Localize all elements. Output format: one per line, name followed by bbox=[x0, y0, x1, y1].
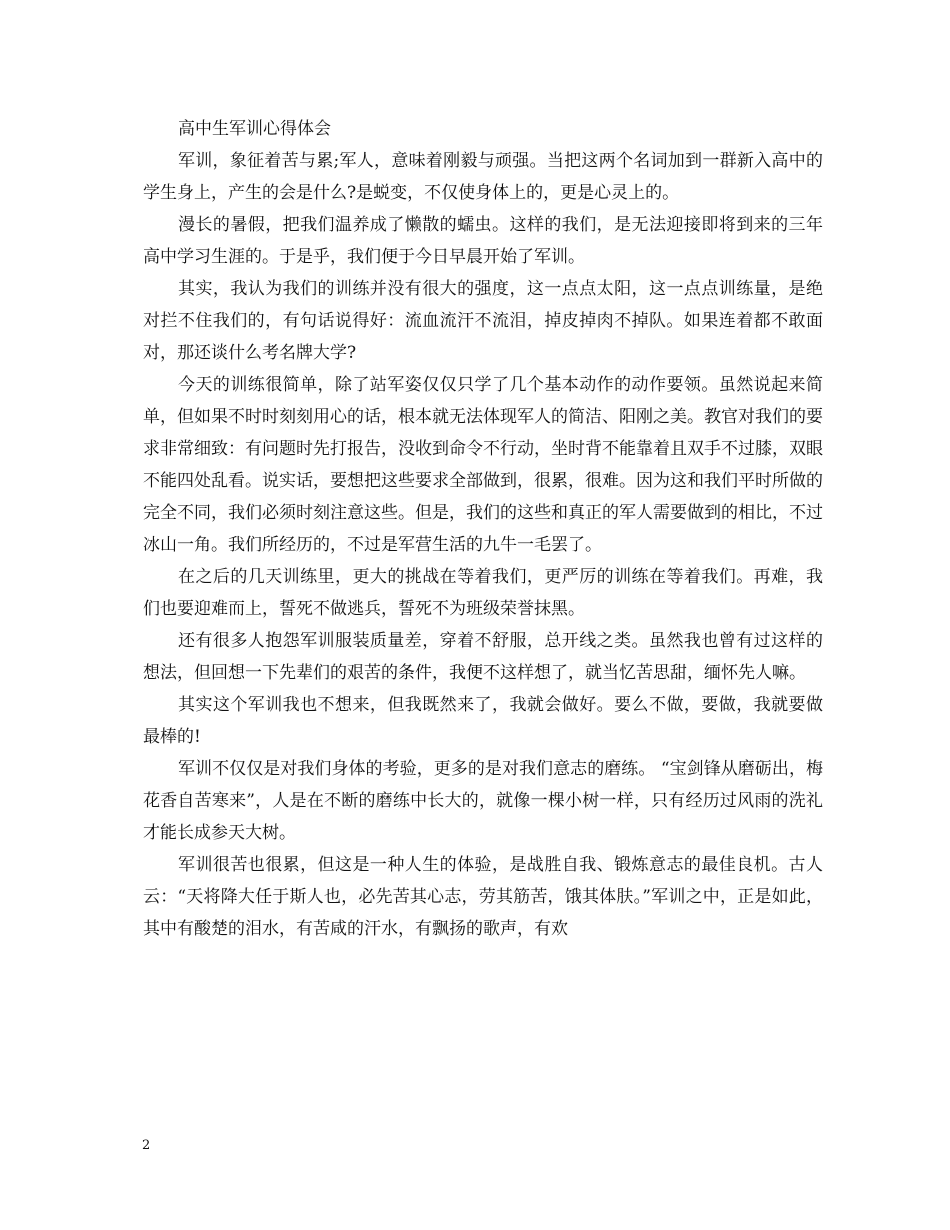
paragraph-3: 其实，我认为我们的训练并没有很大的强度，这一点点太阳，这一点点训练量，是绝对拦不住我们的，有句话说得好：流血流汗不流泪，掉皮掉肉不掉队。如果连着都不敢面对，那还谈什么考名牌大学? bbox=[143, 279, 823, 363]
paragraph-2: 漫长的暑假，把我们温养成了懒散的蠕虫。这样的我们，是无法迎接即将到来的三年高中学习生涯的。于是乎，我们便于今日早晨开始了军训。 bbox=[143, 215, 823, 267]
paragraph-8: 军训不仅仅是对我们身体的考验，更多的是对我们意志的磨练。 “宝剑锋从磨砺出，梅花香自苦寒来”，人是在不断的磨练中长大的，就像一棵小树一样，只有经历过风雨的洗礼才能长成参天大树。 bbox=[143, 759, 823, 843]
paragraph-5: 在之后的几天训练里，更大的挑战在等着我们，更严厉的训练在等着我们。再难，我们也要迎难而上，誓死不做逃兵，誓死不为班级荣誉抹黑。 bbox=[143, 567, 823, 619]
page-number: 2 bbox=[142, 1138, 151, 1153]
document-body bbox=[143, 113, 823, 945]
paragraph-1: 军训，象征着苦与累;军人，意味着刚毅与顽强。当把这两个名词加到一群新入高中的学生身上，产生的会是什么?是蜕变，不仅使身体上的，更是心灵上的。 bbox=[143, 151, 823, 203]
paragraph-7: 其实这个军训我也不想来，但我既然来了，我就会做好。要么不做，要做，我就要做最棒的! bbox=[143, 695, 823, 747]
paragraph-6: 还有很多人抱怨军训服装质量差，穿着不舒服，总开线之类。虽然我也曾有过这样的想法，但回想一下先辈们的艰苦的条件，我便不这样想了，就当忆苦思甜，缅怀先人嘛。 bbox=[143, 631, 823, 683]
document-title: 高中生军训心得体会 bbox=[178, 119, 331, 139]
paragraph-4: 今天的训练很简单，除了站军姿仅仅只学了几个基本动作的动作要领。虽然说起来简单，但如果不时时刻刻用心的话，根本就无法体现军人的简洁、阳刚之美。教官对我们的要求非常细致：有问题时先打报告，没收到命令不行动，坐时背不能靠着且双手不过膝，双眼不能四处乱看。说实话，要想把这些要求全部做到，很累，很难。因为这和我们平时所做的完全不同，我们必须时刻注意这些。但是，我们的这些和真正的军人需要做到的相比，不过冰山一角。我们所经历的，不过是军营生活的九牛一毛罢了。 bbox=[143, 375, 823, 555]
paragraph-9: 军训很苦也很累，但这是一种人生的体验，是战胜自我、锻炼意志的最佳良机。古人云：“天将降大任于斯人也，必先苦其心志，劳其筋苦，饿其体肤。”军训之中，正是如此，其中有酸楚的泪水，有苦咸的汗水，有飘扬的歌声，有欢 bbox=[143, 855, 823, 939]
